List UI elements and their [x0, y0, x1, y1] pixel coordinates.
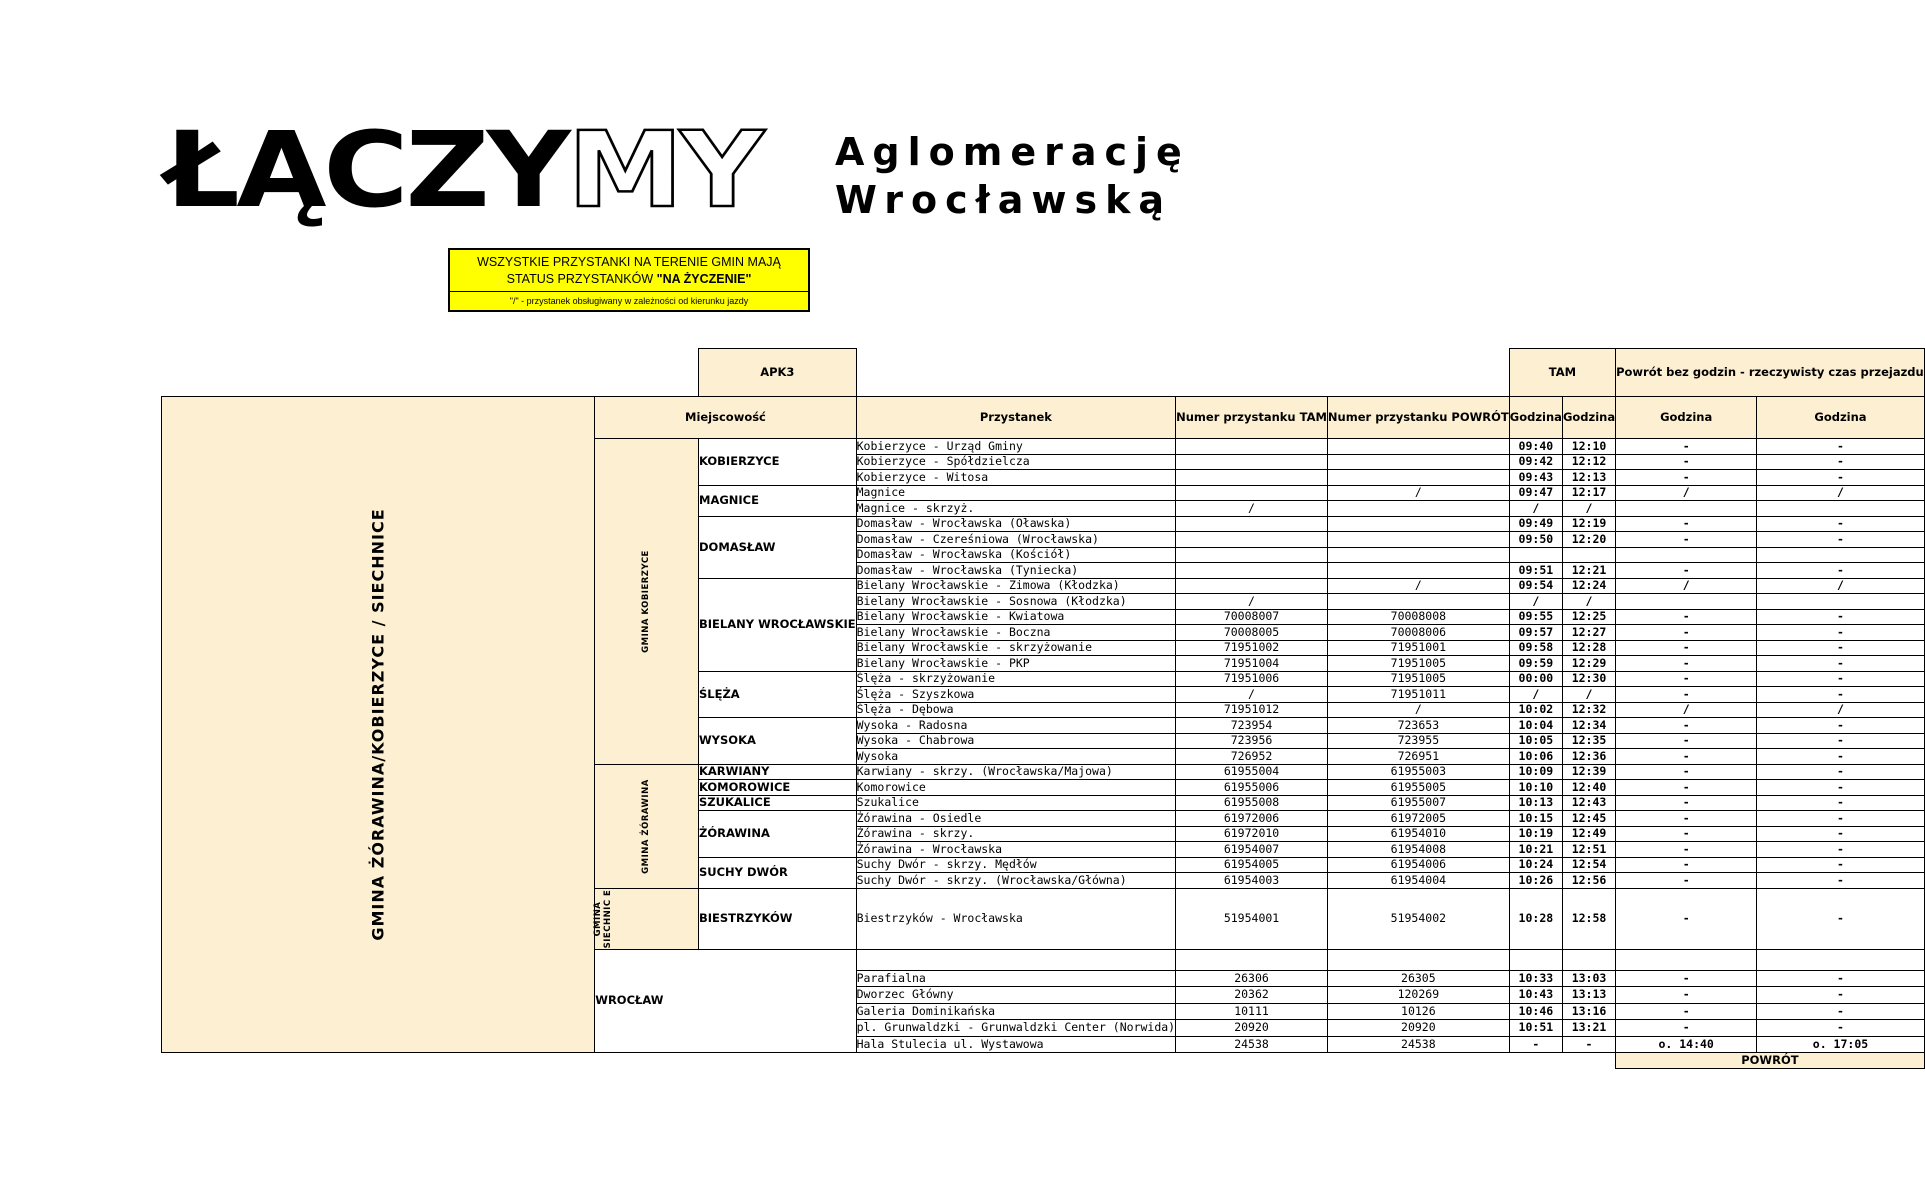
stop-name: Galeria Dominikańska	[856, 1003, 1176, 1020]
time-powrot-1: -	[1616, 873, 1757, 889]
logo-tagline-line1: Aglomerację	[835, 130, 1190, 174]
time-powrot-1	[1616, 547, 1757, 563]
stop-name: Szukalice	[856, 795, 1176, 811]
time-powrot-1: -	[1616, 795, 1757, 811]
time-powrot-1: -	[1616, 970, 1757, 987]
time-powrot-2: /	[1757, 485, 1925, 501]
time-tam-2: 12:19	[1562, 516, 1615, 532]
time-powrot-1: o. 14:40	[1616, 1036, 1757, 1053]
time-powrot-1: -	[1616, 687, 1757, 703]
time-powrot-2	[1757, 594, 1925, 610]
stop-number-tam	[1176, 563, 1328, 579]
time-tam-2: 12:10	[1562, 439, 1615, 455]
stop-name: Domasław - Wrocławska (Oławska)	[856, 516, 1176, 532]
time-tam-2: 12:56	[1562, 873, 1615, 889]
time-tam-2: 12:54	[1562, 857, 1615, 873]
time-powrot-1: -	[1616, 749, 1757, 765]
stop-number-powrot: 61954004	[1327, 873, 1509, 889]
time-tam-2: 12:21	[1562, 563, 1615, 579]
col-header-numer-powrot: Numer przystanku POWRÓT	[1327, 397, 1509, 439]
stop-name: Ślęża - Dębowa	[856, 702, 1176, 718]
town-label: BIELANY WROCŁAWSKIE	[699, 578, 857, 671]
stop-name: Kobierzyce - Witosa	[856, 470, 1176, 486]
time-powrot-2: -	[1757, 764, 1925, 780]
time-tam-1: 09:50	[1509, 532, 1562, 548]
stop-number-tam	[1176, 578, 1328, 594]
stop-number-tam	[1176, 547, 1328, 563]
stop-number-powrot: 10126	[1327, 1003, 1509, 1020]
stop-number-tam: 70008007	[1176, 609, 1328, 625]
stop-number-powrot: 120269	[1327, 987, 1509, 1004]
time-powrot-2: -	[1757, 687, 1925, 703]
stop-number-tam: 61955006	[1176, 780, 1328, 796]
stop-name: Domasław - Wrocławska (Tyniecka)	[856, 563, 1176, 579]
time-powrot-1: -	[1616, 516, 1757, 532]
time-tam-1: 10:46	[1509, 1003, 1562, 1020]
stop-name: pl. Grunwaldzki - Grunwaldzki Center (Norwida)	[856, 1020, 1176, 1035]
col-header-numer-tam: Numer przystanku TAM	[1176, 397, 1328, 439]
town-label: SZUKALICE	[699, 795, 857, 811]
stop-number-powrot	[1327, 454, 1509, 470]
time-tam-1: 10:04	[1509, 718, 1562, 734]
notice-box	[448, 248, 810, 312]
time-tam-2: 13:03	[1562, 970, 1615, 987]
time-powrot-2: -	[1757, 454, 1925, 470]
stop-number-powrot: 71951005	[1327, 671, 1509, 687]
time-powrot-1	[1616, 501, 1757, 517]
stop-number-tam: /	[1176, 687, 1328, 703]
town-label: WYSOKA	[699, 718, 857, 765]
time-powrot-2: /	[1757, 702, 1925, 718]
stop-number-powrot: 61954010	[1327, 826, 1509, 842]
time-powrot-1: -	[1616, 439, 1757, 455]
time-tam-1: 10:51	[1509, 1020, 1562, 1037]
stop-number-tam: 10111	[1176, 1003, 1328, 1020]
time-tam-1: -	[1509, 1036, 1562, 1053]
time-tam-1: 09:57	[1509, 625, 1562, 641]
stop-number-tam	[1176, 532, 1328, 548]
time-powrot-1: -	[1616, 640, 1757, 656]
col-header-miejscowosc: Miejscowość	[595, 397, 856, 439]
stop-number-powrot	[1327, 501, 1509, 517]
stop-number-powrot: 20920	[1327, 1020, 1509, 1037]
time-tam-2: /	[1562, 501, 1615, 517]
stop-number-powrot: 70008008	[1327, 609, 1509, 625]
stop-number-tam: 70008005	[1176, 625, 1328, 641]
stop-number-powrot: 71951005	[1327, 656, 1509, 672]
time-tam-1: 09:42	[1509, 454, 1562, 470]
time-powrot-2: -	[1757, 656, 1925, 672]
notice-line2-bold: "NA ŻYCZENIE"	[656, 272, 752, 286]
stop-number-powrot: 723955	[1327, 733, 1509, 749]
stop-number-tam: 723956	[1176, 733, 1328, 749]
stop-number-tam: 61955008	[1176, 795, 1328, 811]
time-tam-2: 13:13	[1562, 987, 1615, 1004]
stop-name: Kobierzyce - Urząd Gminy	[856, 439, 1176, 455]
time-powrot-1: -	[1616, 625, 1757, 641]
time-tam-1: /	[1509, 501, 1562, 517]
stop-number-tam: 71951004	[1176, 656, 1328, 672]
time-tam-2: 13:21	[1562, 1020, 1615, 1037]
time-powrot-2: -	[1757, 811, 1925, 827]
time-powrot-1: /	[1616, 702, 1757, 718]
time-powrot-1: -	[1616, 811, 1757, 827]
stop-number-powrot	[1327, 594, 1509, 610]
time-powrot-2: -	[1757, 842, 1925, 858]
time-tam-2: 12:39	[1562, 764, 1615, 780]
time-tam-1: 10:43	[1509, 987, 1562, 1004]
town-label: ŻÓRAWINA	[699, 811, 857, 858]
time-powrot-2: o. 17:05	[1757, 1036, 1925, 1053]
stop-number-tam: /	[1176, 594, 1328, 610]
time-tam-1: 10:21	[1509, 842, 1562, 858]
time-tam-1: 10:10	[1509, 780, 1562, 796]
time-tam-1: 09:58	[1509, 640, 1562, 656]
notice-line2-prefix: STATUS PRZYSTANKÓW	[506, 272, 654, 286]
time-tam-2: 12:58	[1562, 888, 1615, 949]
time-powrot-2: -	[1757, 826, 1925, 842]
col-header-godzina-tam-2: Godzina	[1562, 397, 1615, 439]
stop-name: Bielany Wrocławskie - skrzyżowanie	[856, 640, 1176, 656]
time-tam-1: 10:24	[1509, 857, 1562, 873]
time-tam-1: 09:51	[1509, 563, 1562, 579]
stop-name: Bielany Wrocławskie - Kwiatowa	[856, 609, 1176, 625]
stop-number-powrot: 61954006	[1327, 857, 1509, 873]
time-tam-2: 12:35	[1562, 733, 1615, 749]
notice-line1: WSZYSTKIE PRZYSTANKI NA TERENIE GMIN MAJĄ	[477, 255, 781, 269]
time-powrot-2: -	[1757, 888, 1925, 949]
time-tam-2: 12:29	[1562, 656, 1615, 672]
stop-number-tam: 723954	[1176, 718, 1328, 734]
stop-number-powrot: 61955005	[1327, 780, 1509, 796]
time-powrot-1: /	[1616, 485, 1757, 501]
stop-number-powrot: 70008006	[1327, 625, 1509, 641]
town-label: SUCHY DWÓR	[699, 857, 857, 888]
stop-number-tam: 61972010	[1176, 826, 1328, 842]
time-tam-2: 12:25	[1562, 609, 1615, 625]
stop-name: Wysoka - Radosna	[856, 718, 1176, 734]
stop-name: Hala Stulecia ul. Wystawowa	[856, 1036, 1176, 1053]
time-powrot-1: -	[1616, 609, 1757, 625]
time-powrot-1: -	[1616, 733, 1757, 749]
time-tam-1: /	[1509, 594, 1562, 610]
footer-row	[162, 1053, 1925, 1069]
town-label: ŚLĘŻA	[699, 671, 857, 718]
stop-number-powrot	[1327, 516, 1509, 532]
time-tam-1: 10:02	[1509, 702, 1562, 718]
stop-name: Bielany Wrocławskie - Sosnowa (Kłodzka)	[856, 594, 1176, 610]
stop-number-tam: /	[1176, 501, 1328, 517]
stop-number-powrot	[1327, 563, 1509, 579]
time-powrot-1: -	[1616, 987, 1757, 1004]
time-powrot-2: -	[1757, 439, 1925, 455]
time-tam-2: /	[1562, 687, 1615, 703]
stop-number-powrot	[1327, 470, 1509, 486]
stop-number-powrot: 71951001	[1327, 640, 1509, 656]
stop-name: Dworzec Główny	[856, 987, 1176, 1004]
notice-main	[450, 250, 808, 292]
time-powrot-2: -	[1757, 987, 1925, 1004]
town-label: WROCŁAW	[595, 949, 856, 1053]
time-tam-2: 12:34	[1562, 718, 1615, 734]
time-tam-2: /	[1562, 594, 1615, 610]
time-tam-2: 12:17	[1562, 485, 1615, 501]
time-powrot-1: -	[1616, 671, 1757, 687]
time-tam-1: 10:09	[1509, 764, 1562, 780]
time-powrot-1: -	[1616, 656, 1757, 672]
time-powrot-2: -	[1757, 640, 1925, 656]
time-powrot-2: -	[1757, 1003, 1925, 1020]
stop-name: Biestrzyków - Wrocławska	[856, 888, 1176, 949]
time-powrot-1: -	[1616, 780, 1757, 796]
time-tam-2: 12:24	[1562, 578, 1615, 594]
time-tam-2: 12:49	[1562, 826, 1615, 842]
time-powrot-1: -	[1616, 563, 1757, 579]
time-tam-1: 09:55	[1509, 609, 1562, 625]
stop-number-tam	[1176, 454, 1328, 470]
time-tam-1: 09:49	[1509, 516, 1562, 532]
town-label: KARWIANY	[699, 764, 857, 780]
time-tam-1: 10:19	[1509, 826, 1562, 842]
stop-number-tam: 61954007	[1176, 842, 1328, 858]
stop-number-tam: 71951006	[1176, 671, 1328, 687]
stop-number-tam: 24538	[1176, 1036, 1328, 1053]
stop-number-tam	[1176, 485, 1328, 501]
time-powrot-1: -	[1616, 857, 1757, 873]
time-powrot-1: -	[1616, 718, 1757, 734]
footer-powrot: POWRÓT	[1616, 1053, 1925, 1069]
stop-name: Żórawina - Osiedle	[856, 811, 1176, 827]
stop-number-tam: 51954001	[1176, 888, 1328, 949]
stop-name: Ślęża - Szyszkowa	[856, 687, 1176, 703]
stop-number-tam	[1176, 516, 1328, 532]
stop-number-powrot: 61955007	[1327, 795, 1509, 811]
time-tam-1: 00:00	[1509, 671, 1562, 687]
stop-number-powrot	[1327, 439, 1509, 455]
time-powrot-1: -	[1616, 470, 1757, 486]
time-tam-1: 10:33	[1509, 970, 1562, 987]
stop-number-tam	[1176, 470, 1328, 486]
time-powrot-2: -	[1757, 609, 1925, 625]
stop-number-tam: 71951012	[1176, 702, 1328, 718]
time-tam-2: 12:27	[1562, 625, 1615, 641]
time-tam-1: 09:43	[1509, 470, 1562, 486]
time-tam-2: 12:13	[1562, 470, 1615, 486]
time-tam-2: 13:16	[1562, 1003, 1615, 1020]
time-tam-2	[1562, 547, 1615, 563]
time-tam-2: 12:28	[1562, 640, 1615, 656]
time-powrot-2: -	[1757, 563, 1925, 579]
time-powrot-1: -	[1616, 1020, 1757, 1037]
time-tam-2: -	[1562, 1036, 1615, 1053]
logo-tagline-line2: Wrocławską	[835, 178, 1173, 222]
stop-number-tam: 26306	[1176, 970, 1328, 987]
time-tam-1: 10:28	[1509, 888, 1562, 949]
town-label: KOMOROWICE	[699, 780, 857, 796]
stop-number-powrot: 51954002	[1327, 888, 1509, 949]
stop-name: Ślęża - skrzyżowanie	[856, 671, 1176, 687]
time-tam-2: 12:40	[1562, 780, 1615, 796]
stop-number-powrot: /	[1327, 578, 1509, 594]
time-tam-1: 10:13	[1509, 795, 1562, 811]
gmina-label-all: GMINA ŻÓRAWINA/KOBIERZYCE / SIECHNICE	[162, 397, 595, 1053]
time-tam-1: 10:26	[1509, 873, 1562, 889]
gmina-label-kobierzyce: GMINA KOBIERZYCE	[595, 439, 699, 765]
stop-name: Żórawina - Wrocławska	[856, 842, 1176, 858]
time-powrot-2: -	[1757, 671, 1925, 687]
time-powrot-2: -	[1757, 780, 1925, 796]
time-powrot-2: -	[1757, 532, 1925, 548]
time-tam-2: 12:51	[1562, 842, 1615, 858]
stop-name: Kobierzyce - Spółdzielcza	[856, 454, 1176, 470]
group-header-powrot: Powrót bez godzin - rzeczywisty czas przejazdu	[1616, 349, 1925, 397]
stop-name: Wysoka - Chabrowa	[856, 733, 1176, 749]
time-powrot-2: -	[1757, 718, 1925, 734]
town-label: DOMASŁAW	[699, 516, 857, 578]
time-powrot-2: -	[1757, 857, 1925, 873]
stop-number-powrot	[1327, 547, 1509, 563]
time-powrot-2: -	[1757, 470, 1925, 486]
stop-number-powrot: 71951011	[1327, 687, 1509, 703]
time-powrot-1: /	[1616, 578, 1757, 594]
time-powrot-2: -	[1757, 733, 1925, 749]
time-tam-1: 09:54	[1509, 578, 1562, 594]
stop-name: Bielany Wrocławskie - Boczna	[856, 625, 1176, 641]
stop-name: Karwiany - skrzy. (Wrocławska/Majowa)	[856, 764, 1176, 780]
stop-number-tam	[1176, 439, 1328, 455]
stop-name: Wysoka	[856, 749, 1176, 765]
stop-number-powrot: /	[1327, 485, 1509, 501]
stop-number-powrot: 61954008	[1327, 842, 1509, 858]
time-powrot-2: -	[1757, 516, 1925, 532]
gmina-label-zorawina: GMINA ŻÓRAWINA	[595, 764, 699, 888]
time-powrot-2	[1757, 547, 1925, 563]
time-powrot-1: -	[1616, 1003, 1757, 1020]
col-header-godzina-powrot-1: Godzina	[1616, 397, 1757, 439]
time-powrot-2: -	[1757, 795, 1925, 811]
town-label: BIESTRZYKÓW	[699, 888, 857, 949]
time-tam-1: 10:15	[1509, 811, 1562, 827]
time-tam-2: 12:12	[1562, 454, 1615, 470]
time-tam-2: 12:45	[1562, 811, 1615, 827]
stop-number-powrot: 24538	[1327, 1036, 1509, 1053]
stop-name: Komorowice	[856, 780, 1176, 796]
stop-number-tam: 61954003	[1176, 873, 1328, 889]
time-tam-2: 12:36	[1562, 749, 1615, 765]
town-label: MAGNICE	[699, 485, 857, 516]
col-header-godzina-powrot-2: Godzina	[1757, 397, 1925, 439]
time-tam-2: 12:43	[1562, 795, 1615, 811]
time-powrot-1: -	[1616, 532, 1757, 548]
town-label: KOBIERZYCE	[699, 439, 857, 486]
stop-number-tam: 726952	[1176, 749, 1328, 765]
stop-number-tam: 61972006	[1176, 811, 1328, 827]
time-powrot-1	[1616, 594, 1757, 610]
time-tam-1: 09:40	[1509, 439, 1562, 455]
time-powrot-1: -	[1616, 454, 1757, 470]
group-header-tam: TAM	[1509, 349, 1615, 397]
logo-wordmark	[165, 109, 761, 231]
stop-number-tam: 20362	[1176, 987, 1328, 1004]
time-tam-1: 10:06	[1509, 749, 1562, 765]
stop-number-tam: 20920	[1176, 1020, 1328, 1037]
stop-name: Domasław - Czereśniowa (Wrocławska)	[856, 532, 1176, 548]
time-tam-2: 12:30	[1562, 671, 1615, 687]
logo-word-solid: ŁĄCZY	[165, 109, 568, 231]
time-powrot-2: /	[1757, 578, 1925, 594]
time-powrot-2: -	[1757, 970, 1925, 987]
gmina-label-siechnice: GMINA SIECHNIC E	[595, 888, 699, 949]
stop-name: Bielany Wrocławskie - Zimowa (Kłodzka)	[856, 578, 1176, 594]
time-powrot-2: -	[1757, 1020, 1925, 1037]
stop-number-tam: 61954005	[1176, 857, 1328, 873]
notice-line2	[454, 271, 804, 288]
stop-number-powrot	[1327, 532, 1509, 548]
stop-number-powrot: 61972005	[1327, 811, 1509, 827]
time-powrot-1: -	[1616, 826, 1757, 842]
time-powrot-2: -	[1757, 873, 1925, 889]
logo-word-outline: MY	[567, 109, 761, 231]
time-tam-1: 10:05	[1509, 733, 1562, 749]
time-tam-2: 12:20	[1562, 532, 1615, 548]
notice-legend: "/" - przystanek obsługiwany w zależności od kierunku jazdy	[509, 296, 749, 306]
stop-number-powrot: 723653	[1327, 718, 1509, 734]
time-tam-1	[1509, 547, 1562, 563]
stop-number-tam: 61955004	[1176, 764, 1328, 780]
stop-number-powrot: 26305	[1327, 970, 1509, 987]
stop-number-powrot: 726951	[1327, 749, 1509, 765]
col-header-przystanek: Przystanek	[856, 397, 1176, 439]
logo-tagline	[835, 128, 1190, 224]
time-tam-1: /	[1509, 687, 1562, 703]
stop-name: Suchy Dwór - skrzy. (Wrocławska/Główna)	[856, 873, 1176, 889]
time-powrot-1: -	[1616, 842, 1757, 858]
stop-name: Parafialna	[856, 970, 1176, 987]
time-tam-1: 09:47	[1509, 485, 1562, 501]
time-powrot-2	[1757, 501, 1925, 517]
stop-name: Domasław - Wrocławska (Kościół)	[856, 547, 1176, 563]
time-powrot-1: -	[1616, 888, 1757, 949]
stop-number-powrot: 61955003	[1327, 764, 1509, 780]
col-header-godzina-tam-1: Godzina	[1509, 397, 1562, 439]
time-powrot-2: -	[1757, 749, 1925, 765]
stop-name: Żórawina - skrzy.	[856, 826, 1176, 842]
stop-number-tam: 71951002	[1176, 640, 1328, 656]
stop-name: Bielany Wrocławskie - PKP	[856, 656, 1176, 672]
time-tam-1: 09:59	[1509, 656, 1562, 672]
route-label: APK3	[699, 349, 857, 397]
timetable	[161, 348, 1925, 1069]
stop-name: Magnice	[856, 485, 1176, 501]
stop-name: Suchy Dwór - skrzy. Mędłów	[856, 857, 1176, 873]
stop-name: Magnice - skrzyż.	[856, 501, 1176, 517]
time-tam-2: 12:32	[1562, 702, 1615, 718]
stop-number-powrot: /	[1327, 702, 1509, 718]
time-powrot-2: -	[1757, 625, 1925, 641]
time-powrot-1: -	[1616, 764, 1757, 780]
